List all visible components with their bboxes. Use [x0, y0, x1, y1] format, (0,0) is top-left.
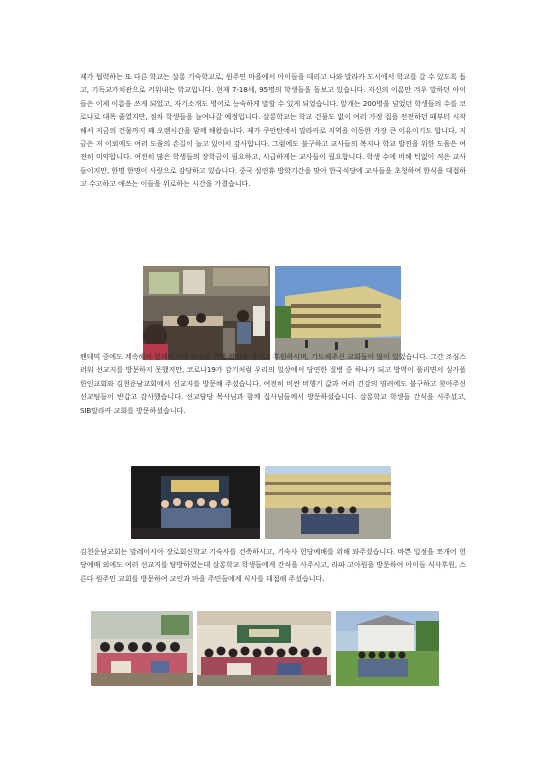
stage-group-photo — [131, 466, 260, 539]
paragraph-gimcheon-church: 김천운남교회는 말레이시아 장로회신학교 기숙사를 건축하시고, 기숙사 헌당예배를 위해 와주셨습니다. 바쁜 일정을 쪼개어 헌당예배 외에도 여러 선교지를 탐방하였는데 살롱학교 학생들에게 간식을 사주시고, 라파 고아원을 방문하여 아이들 식사후원, 스른다 원주민 교회를 방문하여 교인과 마을 주민들에게 식사를 대접해 주셨습니다. — [80, 547, 466, 583]
courtyard-group-photo — [265, 466, 391, 539]
school-building-photo — [275, 266, 401, 360]
church-hall-group-photo — [197, 611, 331, 686]
paragraph-mission-visits: 팬데믹 중에도 계속해서 말레이시아 선교를 위해 관심을 가지고 후원하시며, 기도해주신 교회들이 많이 있었습니다. 그간 조심스러워 선교지를 방문하지 못했지만, 코로나19가 감기처럼 우리의 일상에서 당연한 질병 중 하나가 되고 방역이 풀리면서 싱가폴한인교회와 김천운남교회에서 선교지를 방문해 주셨습니다. 여전히 비싼 비행기 값과 여러 건강의 염려에도 불구하고 찾아주신 선교팀들이 반갑고 감사했습니다. 선교담당 목사님과 함께 집사님들께서 방문하셨습니다. 살롱학교 학생들 간식을 사주셨고, SIB말라카 교회를 방문하셨습니다. — [80, 352, 466, 415]
village-church-group-photo — [336, 611, 439, 686]
restaurant-dinner-photo — [143, 266, 270, 360]
paragraph-salong-school: 제가 협력하는 또 다른 학교는 살롱 기숙학교로, 원주민 마을에서 아이들을 데리고 나와 말라카 도시에서 학교를 갈 수 있도록 돕고, 기독교가치관으로 키워내는 학교입니다. 현재 7-18세, 95명의 학생들을 돌보고 있습니다. 자신의 이름만 겨우 말하던 아이들은 이제 이름을 쓰게 되었고, 자기소개도 영어로 능숙하게 말할 수 있게 되었습니다. 앞개는 200명을 넘었던 학생들의 수를 코로나로 대폭 줄였지만, 점차 학생들을 늘여나갈 예정입니다. 살롱학교는 학교 건물도 없이 여러 가정 집을 전전하던 때부터 시작해서 지금의 건물까지 꽤 오랜시간을 함께 해왔습니다. 제가 쿠안탄에서 말라카로 지역을 이동한 가장 큰 이유이기도 합니다. 지금은 저 이외에도 여러 도움의 손길이 늘고 있어서 감사합니다. 그럼에도 불구하고 교사들의 복지나 학교 발전을 위한 도움은 여전히 미약합니다. 여전히 많은 학생들의 장학금이 필요하고, 시급하게는 교사들이 필요합니다. 학생 수에 비해 턱없이 적은 교사들이지만, 한명 한명이 사랑으로 감당하고 있습니다. 중국 설연휴 방학기간을 맞아 한국식당에 교사들을 초청하여 한식을 대접하고 수고하고 애쓰는 이들을 위로하는 시간을 가졌습니다. — [80, 72, 466, 189]
classroom-group-photo — [91, 611, 193, 686]
